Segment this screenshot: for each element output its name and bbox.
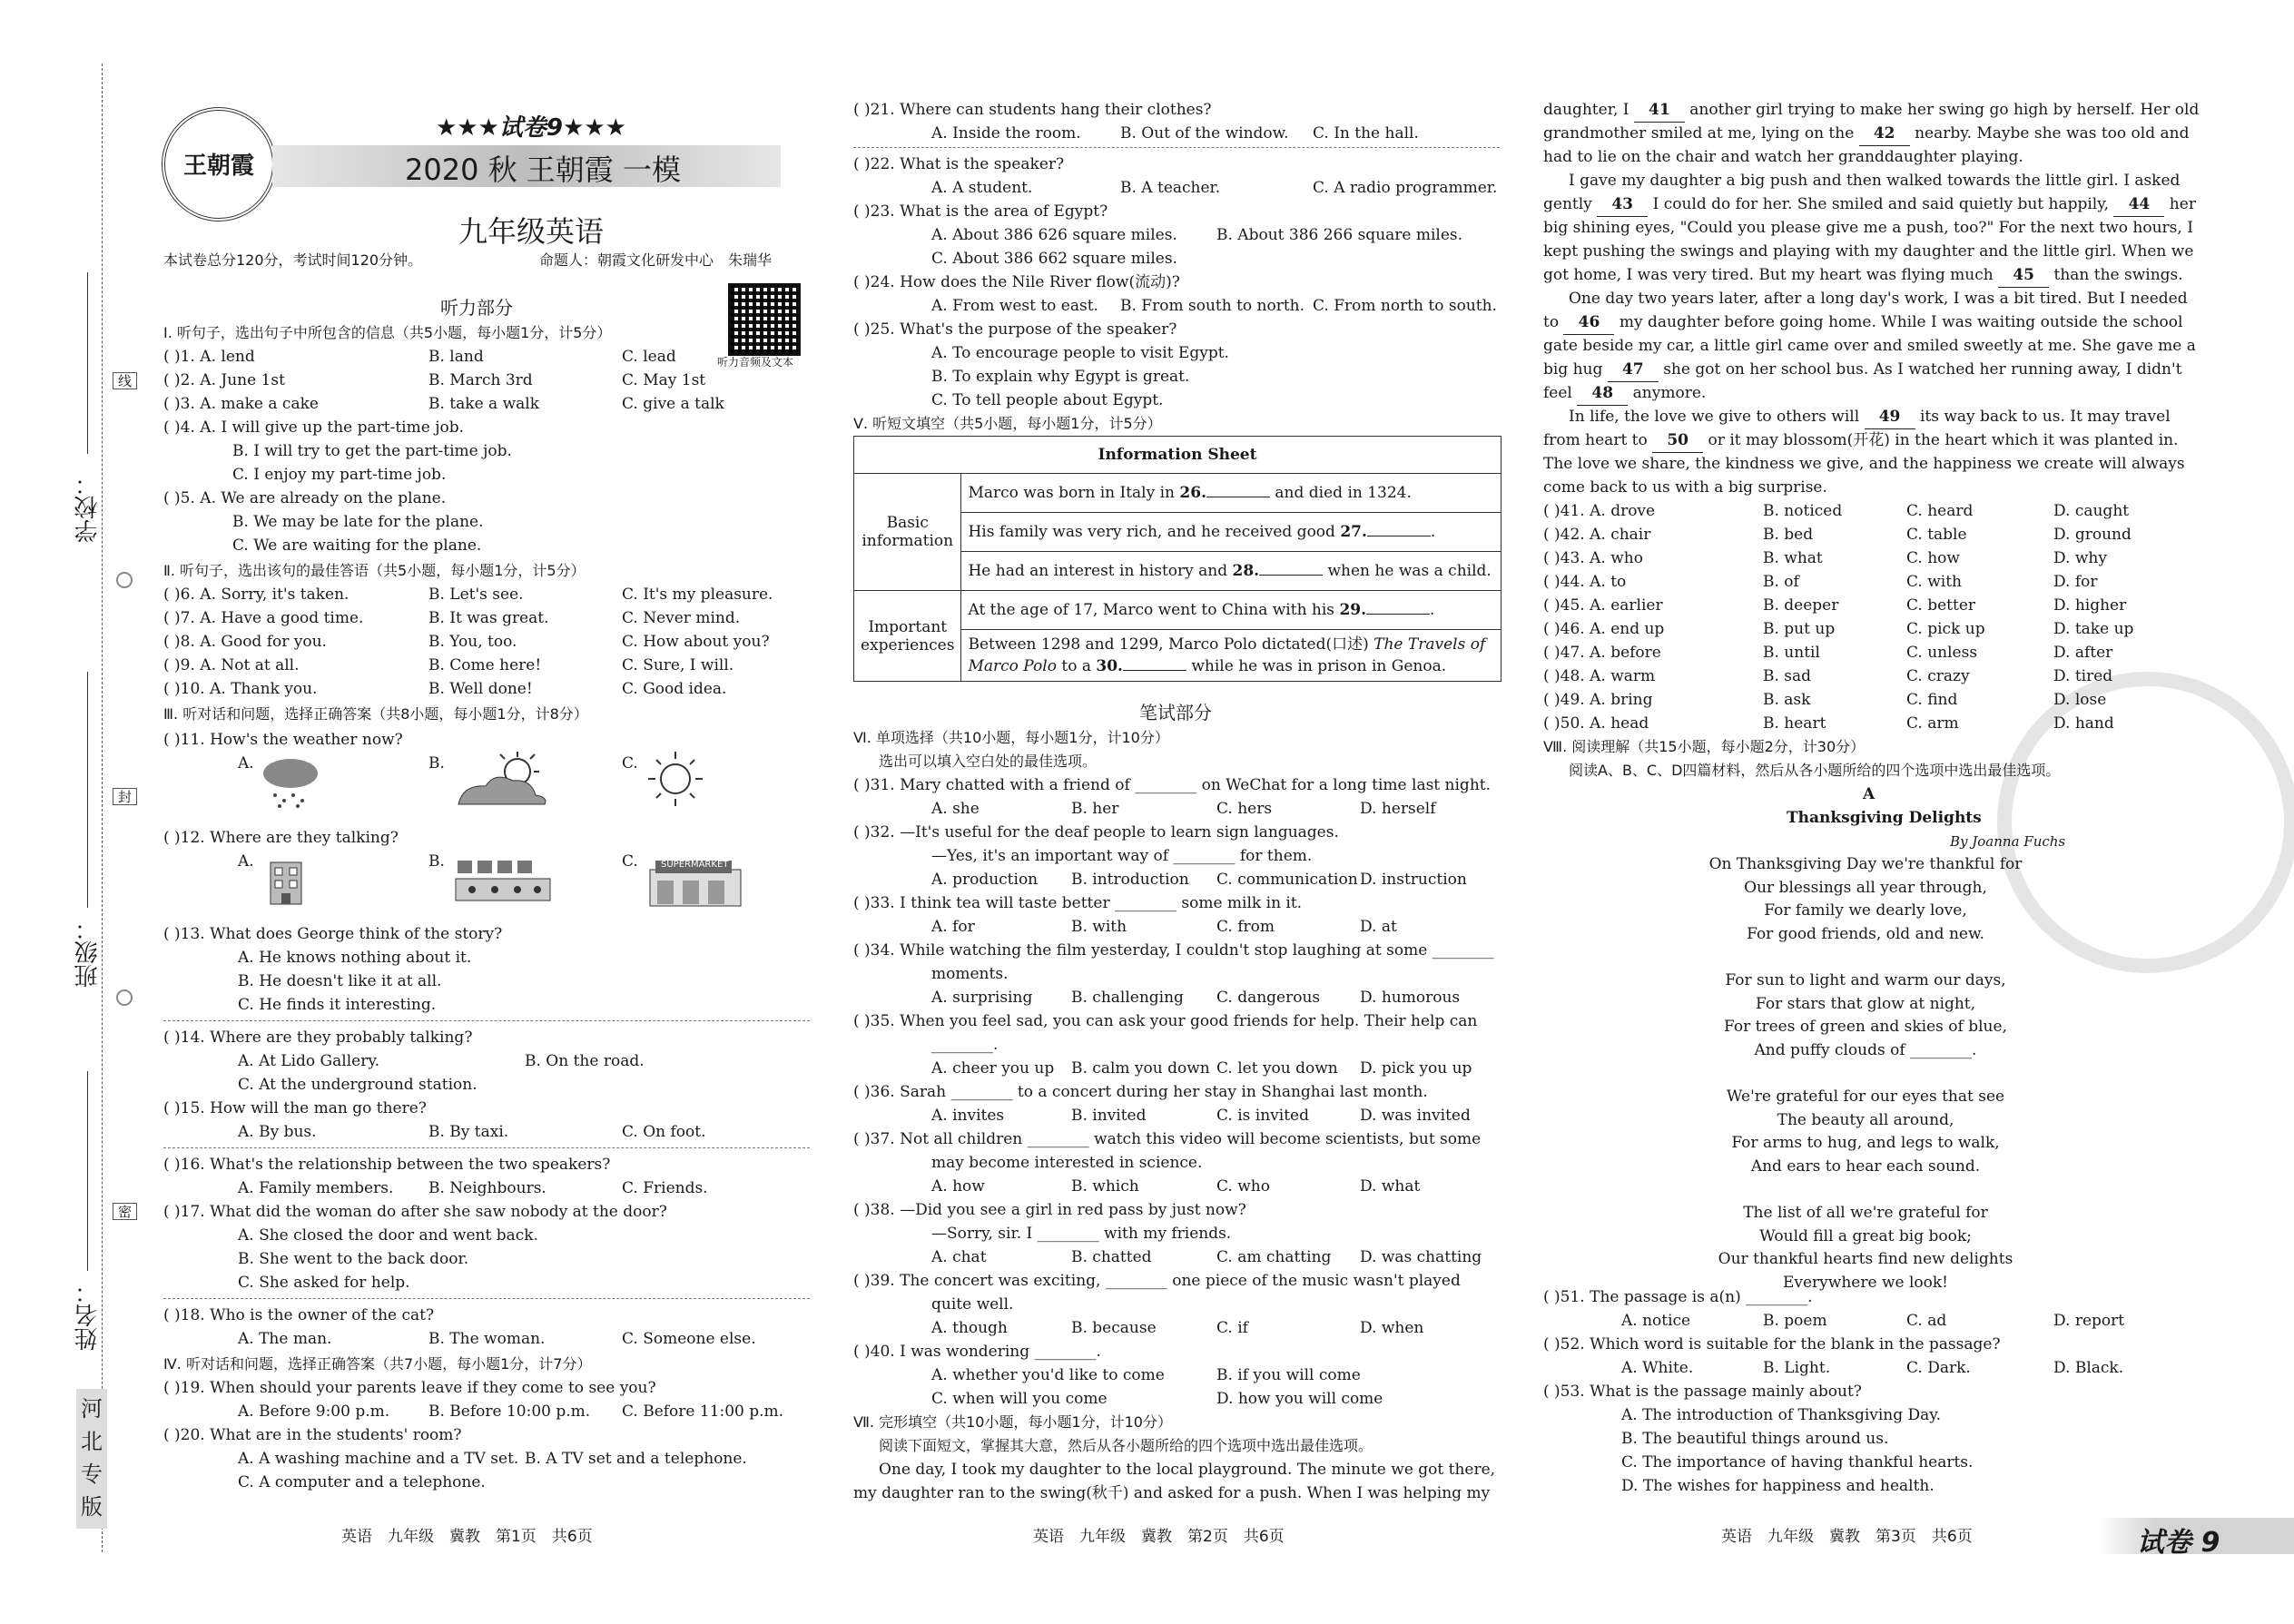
section-5-heading: Ⅴ. 听短文填空（共5小题，每小题1分，计5分） bbox=[853, 415, 1162, 432]
q33-option-b: B. with bbox=[1071, 918, 1127, 936]
q53-option-a: A. The introduction of Thanksgiving Day. bbox=[1621, 1406, 1942, 1424]
q1-option-c: C. lead bbox=[622, 348, 676, 366]
q17-option-b: B. She went to the back door. bbox=[238, 1250, 469, 1268]
q52-option-b: B. Light. bbox=[1763, 1359, 1831, 1377]
written-heading: 笔试部分 bbox=[1139, 702, 1212, 723]
blank-50[interactable]: 50 bbox=[1652, 428, 1703, 453]
q14-option-a: A. At Lido Gallery. bbox=[238, 1052, 380, 1070]
brand-logo: 王朝霞 bbox=[162, 107, 276, 221]
cloze-line-9: One day two years later, after a long day's work, I was a bit tired. But I needed bbox=[1569, 290, 2188, 308]
q10-option-c: C. Good idea. bbox=[622, 680, 727, 698]
divider bbox=[163, 1020, 810, 1021]
section-2-heading: Ⅱ. 听句子，选出该句的最佳答语（共5小题，每小题1分，计5分） bbox=[163, 562, 586, 579]
q49-option-b: B. ask bbox=[1763, 691, 1811, 709]
cloze-line-6: big shining eyes, "Could you please give me a push, too?" For the next two hours, I bbox=[1543, 219, 2193, 237]
cloze-line-12: big hug 47 she got on her school bus. As I watched her running away, I didn't bbox=[1543, 358, 2181, 382]
q32-question: ( )32. —It's useful for the deaf people to learn sign languages. bbox=[853, 823, 1339, 842]
q50-option-c: C. arm bbox=[1906, 714, 1959, 733]
q25-option-a: A. To encourage people to visit Egypt. bbox=[931, 344, 1229, 362]
q34-question-cont: moments. bbox=[931, 965, 1009, 983]
q35-option-d: D. pick you up bbox=[1360, 1059, 1472, 1078]
q23-option-b: B. About 386 266 square miles. bbox=[1216, 226, 1463, 244]
class-field[interactable] bbox=[87, 672, 88, 908]
q41-option-a: ( )41. A. drove bbox=[1543, 502, 1656, 520]
poem-author: By Joanna Fuchs bbox=[1950, 833, 2066, 850]
q6-option-a: ( )6. A. Sorry, it's taken. bbox=[163, 586, 350, 604]
edition-badge: 河 北 专 版 bbox=[76, 1389, 107, 1529]
q42-option-a: ( )42. A. chair bbox=[1543, 526, 1651, 544]
q35-option-b: B. calm you down bbox=[1071, 1059, 1210, 1078]
q15-question: ( )15. How will the man go there? bbox=[163, 1099, 427, 1117]
q9-option-b: B. Come here! bbox=[428, 656, 542, 674]
q22-question: ( )22. What is the speaker? bbox=[853, 155, 1065, 173]
q31-option-c: C. hers bbox=[1216, 800, 1273, 818]
q13-option-a: A. He knows nothing about it. bbox=[238, 949, 472, 967]
q39-option-a: A. though bbox=[931, 1319, 1008, 1337]
building-icon bbox=[263, 853, 309, 911]
q47-option-d: D. after bbox=[2053, 644, 2113, 662]
cloze-line-15: from heart to 50 or it may blossom(开花) in the heart which it was planted in. bbox=[1543, 428, 2179, 453]
q24-question: ( )24. How does the Nile River flow(流动)? bbox=[853, 273, 1180, 291]
sheet-row-27: His family was very rich, and he received good 27. . bbox=[961, 513, 1501, 552]
q52-option-a: A. White. bbox=[1621, 1359, 1694, 1377]
q8-option-c: C. How about you? bbox=[622, 633, 770, 651]
q16-option-b: B. Neighbours. bbox=[428, 1179, 546, 1197]
q45-option-a: ( )45. A. earlier bbox=[1543, 596, 1663, 615]
q37-option-a: A. how bbox=[931, 1177, 985, 1196]
class-label: 班级： bbox=[74, 917, 102, 988]
exam-info: 本试卷总分120分，考试时间120分钟。 bbox=[163, 251, 423, 269]
q38-reply: —Sorry, sir. I ________ with my friends. bbox=[931, 1225, 1232, 1243]
q12-question: ( )12. Where are they talking? bbox=[163, 829, 399, 847]
q45-option-b: B. deeper bbox=[1763, 596, 1839, 615]
q40-option-c: C. when will you come bbox=[931, 1390, 1108, 1408]
q41-option-b: B. noticed bbox=[1763, 502, 1843, 520]
q33-option-d: D. at bbox=[1360, 918, 1397, 936]
q34-option-a: A. surprising bbox=[931, 989, 1033, 1007]
q2-option-c: C. May 1st bbox=[622, 371, 706, 389]
q36-option-a: A. invites bbox=[931, 1107, 1005, 1125]
q38-question: ( )38. —Did you see a girl in red pass by just now? bbox=[853, 1201, 1246, 1219]
sun-icon bbox=[646, 750, 704, 812]
q44-option-d: D. for bbox=[2053, 573, 2098, 591]
q7-option-b: B. It was great. bbox=[428, 609, 549, 627]
q9-option-a: ( )9. A. Not at all. bbox=[163, 656, 300, 674]
q34-option-b: B. challenging bbox=[1071, 989, 1184, 1007]
q21-option-b: B. Out of the window. bbox=[1120, 124, 1289, 143]
passage-a-label: A bbox=[1863, 785, 1876, 803]
exam-page: 学校： 班级： 姓名： 线 封 密 河 北 专 版 王朝霞 ★★★试卷9★★★ 2020 秋 王朝霞 一模 九年级英语 本试卷总分120分，考试时间120分钟。 命题人：朝霞文化研发中心 朱瑞华 听力音频及文本 听力部分 Ⅰ. 听句子，选出句子中所包含的信息（共5小题，每小题1分，计5分） ( )1. A. lend B. land C. lead ( )2. A. June 1st B. March 3rd C. May 1st ( )3. A. make a cake B. take a walk C. give a talk ( )4. A. I will give up the part-time job. B. I will try to get the part-time job. C. I enjoy my part-time job. ( )5. A. We are already on the plane. B. We may be late for the plane. C. We are waiting for the plane. Ⅱ. 听句子，选出该句的最佳答语（共5小题，每小题1分，计5分） ( )6. A. Sorry, it's taken. B. Let's see. C. It's my pleasure. ( )7. A. Have a good time. B. It was great. C. Never mind. ( )8. A. Good for you. B. You, too. C. How about you? ( )9. A. Not at all. B. Come here! C. Sure, I will. ( )10. A. Thank you. B. Well done! C. Good idea. Ⅲ. 听对话和问题，选择正确答案（共8小题，每小题1分，计8分） ( )11. How's the weather now? A. B. C. ( )12. Where are they talking? A. B. C. SUPERMARKET ( )13. What does George think of the story? A. He knows nothing about it. B. He doesn't like it at all. C. He finds it interesting. ( )14. Where are they probably talking? A. At Lido Gallery. B. On the road. C. At the underground station. ( )15. How will the man go there? A. By bus. B. By taxi. C. On foot. ( )16. What's the relationship between the two speakers? A. Family members. B. Neighbours. C. Friends. ( )17. What did the woman do after she saw nobody at the door? A. She closed the door and went back. B. She went to the back door. C. She asked for help. ( )18. Who is the owner of the cat? A. The man. B. The woman. C. Someone else. Ⅳ. 听对话和问题，选择正确答案（共7小题，每小题1分，计7分） ( )19. When should your parents leave if they come to see you? A. Before 9:00 p.m. B. Before 10:00 p.m. C. Before 11:00 p.m. ( )20. What are in the students' room? A. A washing machine and a TV set. B. A TV set and a telephone. C. A computer and a telephone. 英语 九年级 冀教 第1页 共6页 ( )21. Where can students hang their clothes? A. Inside the room. B. Out of the window. C. In the hall. ( )22. What is the speaker? A. A student. B. A teacher. C. A radio programmer. ( )23. What is the area of Egypt? A. About 386 626 square miles. B. About 386 266 square miles. C. About 386 662 square miles. ( )24. How does the Nile River flow(流动)? A. From west to east. B. From south to north. C. From north to south. ( )25. What's the purpose of the speaker? A. To encourage people to visit Egypt. B. To explain why Egypt is great. C. To tell people about Egypt. Ⅴ. 听短文填空（共5小题，每小题1分，计5分） Information Sheet Basic information Marco was born in Italy in 26. and died in 1324. His family was very rich, and he received good 27. . He had an interest in history and 28. when he was a child. Important experiences At the age of 17, Marco went to China with his 29. . Between 1298 and 1299, Marco Polo dictated(口述) The Travels of Marco Polo to a 30. while he was in prison in Genoa. 笔试部分 Ⅵ. 单项选择（共10小题，每小题1分，计10分） 选出可以填入空白处的最佳选项。 ( )31. Mary chatted with a friend of ________ on WeChat for a long time last night. A. she B. her C. hers D. herself ( )32. —It's useful for the deaf people to learn sign languages. —Yes, it's an important way of ________ for them. A. production B. introduction C. communication D. instruction ( )33. I think tea will taste better ________ some milk in it. A. for B. with C. from D. at ( )34. While watching the film yesterday, I couldn't stop laughing at some ________ moments. A. surprising B. challenging C. dangerous D. humorous ( )35. When you feel sad, you can ask your good friends for help. Their help can ________. A. cheer you up B. calm you down C. let you down D. pick you up ( )36. Sarah ________ to a concert during her stay in Shanghai last month. A. invites B. invited C. is invited D. was invited ( )37. Not all children ________ watch this video will become scientists, but some may become interested in science. A. how B. which C. who D. what ( )38. —Did you see a girl in red pass by just now? —Sorry, sir. I ________ with my friends. A. chat B. chatted C. am chatting D. was chatting ( )39. The concert was exciting, ________ one piece of the music wasn't played quite well. A. though B. because C. if D. when ( )40. I was wondering ________. A. whether you'd like to come B. if you will come C. when will you come D. how you will come Ⅶ. 完形填空（共10小题，每小题1分，计10分） 阅读下面短文，掌握其大意，然后从各小题所给的四个选项中选出最佳选项。 One day, I took my daughter to the local playground. The minute we got there, my daughter ran to the swing(秋千) and asked for a push. When I was helping my 英语 九年级 冀教 第2页 共6页 daughter, I 41 another girl trying to make her swing go high by herself. Her old grandmother smiled at me, lying on the 42 nearby. Maybe she was too old and had to lie on the chair and watch her granddaughter playing. I gave my daughter a big push and then walked towards the little girl. I asked gently 43 I could do for her. She smiled and said quietly but happily, 44 her big shining eyes, "Could you please give me a push, too?" For the next two hours, I kept pushing the swings and playing with my daughter and the little girl. When we got home, I was very tired. But my heart was flying much 45 than the swings. One day two years later, after a long day's work, I was a bit tired. But I needed to 46 my daughter before going home. While I was waiting outside the school gate beside my car, a little girl came over and smiled sweetly at me. She gave me a big hug 47 she got on her school bus. As I watched her running away, I didn't feel 48 anymore. In life, the love we give to others will 49 its way back to us. It may travel from heart to 50 or it may blossom(开花) in the heart which it was planted in. The love we share, the kindness we give, and the happiness we create will always come back to us with a big surprise. ( )41. A. drove B. noticed C. heard D. caught ( )42. A. chair B. bed C. table D. ground ( )43. A. who B. what C. how D. why ( )44. A. to B. of C. with D. for ( )45. A. earlier B. deeper C. better D. higher ( )46. A. end up B. put up C. pick up D. take up ( )47. A. before B. until C. unless D. after ( )48. A. warm B. sad C. crazy D. tired ( )49. A. bring B. ask C. find D. lose ( )50. A. head B. heart C. arm D. hand Ⅷ. 阅读理解（共15小题，每小题2分，计30分） 阅读A、B、C、D四篇材料，然后从各小题所给的四个选项中选出最佳选项。 A Thanksgiving Delights By Joanna Fuchs On Thanksgiving Day we're thankful for Our blessings all year through, For family we dearly love, For good friends, old and new. For sun to light and warm our days, For stars that glow at night, For trees of green and skies of blue, And puffy clouds of ________. We're grateful for our eyes that see The beauty all around, For arms to hug, and legs to walk, And ears to hear each sound. The list of all we're grateful for Would fill a great big book; Our thankful hearts find new delights Everywhere we look! ( )51. The passage is a(n) ________. A. notice B. poem C. ad D. report ( )52. Which word is suitable for the blank in the passage? A. White. B. Light. C. Dark. D. Black. ( )53. What is the passage mainly about? A. The introduction of Thanksgiving Day. B. The beautiful things around us. C. The importance of having thankful hearts. D. The wishes for happiness and health. 英语 九年级 冀教 第3页 共6页 试卷 9 bbox=[0, 0, 2294, 1624]
blank-45[interactable]: 45 bbox=[1998, 263, 2049, 288]
q36-option-d: D. was invited bbox=[1360, 1107, 1471, 1125]
q53-option-c: C. The importance of having thankful hearts. bbox=[1621, 1453, 1974, 1471]
q18-option-a: A. The man. bbox=[238, 1330, 332, 1348]
information-sheet bbox=[853, 436, 1501, 682]
blank-44[interactable]: 44 bbox=[2113, 192, 2164, 217]
q18-question: ( )18. Who is the owner of the cat? bbox=[163, 1306, 435, 1324]
q41-option-d: D. caught bbox=[2053, 502, 2130, 520]
q9-option-c: C. Sure, I will. bbox=[622, 656, 734, 674]
q37-option-c: C. who bbox=[1216, 1177, 1270, 1196]
q51-question: ( )51. The passage is a(n) ________. bbox=[1543, 1288, 1813, 1306]
q50-option-d: D. hand bbox=[2053, 714, 2114, 733]
q14-question: ( )14. Where are they probably talking? bbox=[163, 1029, 473, 1047]
q1-option-a: ( )1. A. lend bbox=[163, 348, 255, 366]
page-footer-2: 英语 九年级 冀教 第2页 共6页 bbox=[1033, 1528, 1285, 1546]
q31-option-a: A. she bbox=[931, 800, 980, 818]
q38-option-d: D. was chatting bbox=[1360, 1248, 1482, 1266]
blank-43[interactable]: 43 bbox=[1597, 192, 1648, 217]
q43-option-c: C. how bbox=[1906, 549, 1960, 567]
q19-option-a: A. Before 9:00 p.m. bbox=[238, 1403, 390, 1421]
blank-29[interactable] bbox=[1366, 614, 1430, 615]
q10-option-a: ( )10. A. Thank you. bbox=[163, 680, 318, 698]
sheet-title: Information Sheet bbox=[854, 437, 1501, 474]
market-stall-icon bbox=[454, 853, 554, 911]
supermarket-icon bbox=[646, 853, 746, 913]
divider bbox=[853, 147, 1500, 148]
q40-option-d: D. how you will come bbox=[1216, 1390, 1383, 1408]
q33-option-c: C. from bbox=[1216, 918, 1275, 936]
q38-option-c: C. am chatting bbox=[1216, 1248, 1332, 1266]
q48-option-d: D. tired bbox=[2053, 667, 2113, 685]
q7-option-c: C. Never mind. bbox=[622, 609, 741, 627]
q49-option-c: C. find bbox=[1906, 691, 1958, 709]
q22-option-c: C. A radio programmer. bbox=[1313, 179, 1498, 197]
punch-hole-icon bbox=[116, 989, 133, 1006]
q35-option-a: A. cheer you up bbox=[931, 1059, 1055, 1078]
section-6-heading: Ⅵ. 单项选择（共10小题，每小题1分，计10分） bbox=[853, 729, 1169, 746]
cloze-line-7: kept pushing the swings and playing with my daughter and the little girl. When we bbox=[1543, 242, 2194, 261]
q19-option-b: B. Before 10:00 p.m. bbox=[428, 1403, 591, 1421]
sheet-row-28: He had an interest in history and 28. when he was a child. bbox=[961, 552, 1501, 591]
cloze-line-8: got home, I was very tired. But my heart was flying much 45 than the swings. bbox=[1543, 263, 2183, 288]
q20-question: ( )20. What are in the students' room? bbox=[163, 1426, 462, 1444]
q43-option-d: D. why bbox=[2053, 549, 2107, 567]
cloze-line-17: come back to us with a big surprise. bbox=[1543, 478, 1827, 497]
q51-option-c: C. ad bbox=[1906, 1312, 1947, 1330]
q53-option-d: D. The wishes for happiness and health. bbox=[1621, 1477, 1935, 1495]
q46-option-d: D. take up bbox=[2053, 620, 2134, 638]
q52-option-c: C. Dark. bbox=[1906, 1359, 1971, 1377]
cloze-line-2: grandmother smiled at me, lying on the 42 nearby. Maybe she was too old and bbox=[1543, 122, 2189, 146]
q24-option-b: B. From south to north. bbox=[1120, 297, 1305, 315]
q23-option-a: A. About 386 626 square miles. bbox=[931, 226, 1177, 244]
cloudy-sun-icon bbox=[454, 750, 554, 812]
page-footer-3: 英语 九年级 冀教 第3页 共6页 bbox=[1721, 1528, 1973, 1546]
q46-option-b: B. put up bbox=[1763, 620, 1836, 638]
q53-option-b: B. The beautiful things around us. bbox=[1621, 1430, 1889, 1448]
q38-option-a: A. chat bbox=[931, 1248, 987, 1266]
q8-option-b: B. You, too. bbox=[428, 633, 517, 651]
seal-mark-line: 线 bbox=[113, 372, 137, 389]
q23-question: ( )23. What is the area of Egypt? bbox=[853, 202, 1108, 221]
q3-option-a: ( )3. A. make a cake bbox=[163, 395, 319, 413]
q50-option-a: ( )50. A. head bbox=[1543, 714, 1649, 733]
q1-option-b: B. land bbox=[428, 348, 484, 366]
blank-48[interactable]: 48 bbox=[1577, 381, 1628, 406]
cloze-line-16: The love we share, the kindness we give, and the happiness we create will always bbox=[1543, 455, 2185, 473]
punch-hole-icon bbox=[116, 572, 133, 588]
blank-42[interactable]: 42 bbox=[1859, 122, 1910, 146]
q49-option-d: D. lose bbox=[2053, 691, 2107, 709]
cloze-line-5: gently 43 I could do for her. She smiled and said quietly but happily, 44 her bbox=[1543, 192, 2196, 217]
q42-option-d: D. ground bbox=[2053, 526, 2132, 544]
page-footer-1: 英语 九年级 冀教 第1页 共6页 bbox=[341, 1528, 593, 1546]
q21-option-c: C. In the hall. bbox=[1313, 124, 1419, 143]
exam-author: 命题人：朝霞文化研发中心 朱瑞华 bbox=[539, 251, 773, 269]
q22-option-b: B. A teacher. bbox=[1120, 179, 1221, 197]
blank-47[interactable]: 47 bbox=[1608, 358, 1659, 382]
section-8-heading: Ⅷ. 阅读理解（共15小题，每小题2分，计30分） bbox=[1543, 738, 1866, 755]
q44-option-c: C. with bbox=[1906, 573, 1962, 591]
q10-option-b: B. Well done! bbox=[428, 680, 533, 698]
seal-mark-seal: 封 bbox=[113, 788, 137, 805]
q11-question: ( )11. How's the weather now? bbox=[163, 731, 403, 749]
q25-option-c: C. To tell people about Egypt. bbox=[931, 391, 1164, 409]
blank-28[interactable] bbox=[1259, 575, 1323, 576]
q17-option-a: A. She closed the door and went back. bbox=[238, 1226, 538, 1245]
q40-option-a: A. whether you'd like to come bbox=[931, 1366, 1165, 1384]
q32-option-d: D. instruction bbox=[1360, 871, 1467, 889]
q32-option-a: A. production bbox=[931, 871, 1039, 889]
q36-option-c: C. is invited bbox=[1216, 1107, 1309, 1125]
q5-option-c: C. We are waiting for the plane. bbox=[232, 536, 482, 555]
q49-option-a: ( )49. A. bring bbox=[1543, 691, 1653, 709]
q37-option-d: D. what bbox=[1360, 1177, 1421, 1196]
q39-question-cont: quite well. bbox=[931, 1295, 1014, 1314]
q13-question: ( )13. What does George think of the story? bbox=[163, 925, 503, 943]
q4-option-a: ( )4. A. I will give up the part-time job. bbox=[163, 418, 464, 437]
q45-option-c: C. better bbox=[1906, 596, 1976, 615]
corner-paper-number: 试卷 9 bbox=[2137, 1527, 2220, 1559]
divider bbox=[163, 1147, 810, 1148]
seal-mark-secret: 密 bbox=[113, 1203, 137, 1220]
cloze-line-14: In life, the love we give to others will 49 its way back to us. It may travel bbox=[1569, 405, 2171, 429]
blank-49[interactable]: 49 bbox=[1865, 405, 1915, 429]
cloze-line-1: daughter, I 41 another girl trying to make her swing go high by herself. Her old bbox=[1543, 98, 2199, 123]
q31-option-b: B. her bbox=[1071, 800, 1119, 818]
q13-option-c: C. He finds it interesting. bbox=[238, 996, 437, 1014]
q46-option-c: C. pick up bbox=[1906, 620, 1985, 638]
poem-body: On Thanksgiving Day we're thankful for Our blessings all year through, For family we dearly love, For good friends, old and new. For sun to light and warm our days, For stars that glow at night, For trees of green and skies of blue, And puffy clouds of ________. We're grateful for our eyes that see The beauty all around, For arms to hug, and legs to walk, And ears to hear each sound. The list of all we're grateful for Would fill a great big book; Our thankful hearts find new delights Everywhere we look! bbox=[1708, 855, 2023, 1292]
q4-option-b: B. I will try to get the part-time job. bbox=[232, 442, 512, 460]
row-label-basic: Basic information bbox=[854, 474, 961, 591]
q40-option-b: B. if you will come bbox=[1216, 1366, 1361, 1384]
q24-option-c: C. From north to south. bbox=[1313, 297, 1497, 315]
q52-question: ( )52. Which word is suitable for the blank in the passage? bbox=[1543, 1335, 2001, 1353]
q35-option-c: C. let you down bbox=[1216, 1059, 1338, 1078]
q40-question: ( )40. I was wondering ________. bbox=[853, 1343, 1101, 1361]
q36-question: ( )36. Sarah ________ to a concert during her stay in Shanghai last month. bbox=[853, 1083, 1428, 1101]
sheet-row-29: At the age of 17, Marco went to China with his 29. . bbox=[961, 591, 1501, 630]
q6-option-c: C. It's my pleasure. bbox=[622, 586, 773, 604]
qr-code-icon[interactable] bbox=[728, 283, 801, 356]
section-8-instruction: 阅读A、B、C、D四篇材料，然后从各小题所给的四个选项中选出最佳选项。 bbox=[1569, 762, 2061, 779]
q8-option-a: ( )8. A. Good for you. bbox=[163, 633, 327, 651]
cloze-paragraph: One day, I took my daughter to the local playground. The minute we got there, bbox=[879, 1461, 1496, 1479]
q19-question: ( )19. When should your parents leave if they come to see you? bbox=[163, 1379, 656, 1397]
q18-option-b: B. The woman. bbox=[428, 1330, 546, 1348]
q20-option-a: A. A washing machine and a TV set. bbox=[238, 1450, 519, 1468]
q17-question: ( )17. What did the woman do after she saw nobody at the door? bbox=[163, 1203, 667, 1221]
q47-option-b: B. until bbox=[1763, 644, 1820, 662]
q20-option-b: B. A TV set and a telephone. bbox=[525, 1450, 747, 1468]
qr-caption: 听力音频及文本 bbox=[717, 356, 794, 369]
q16-question: ( )16. What's the relationship between the two speakers? bbox=[163, 1156, 611, 1174]
q20-option-c: C. A computer and a telephone. bbox=[238, 1473, 486, 1491]
sheet-row-26: Marco was born in Italy in 26. and died in 1324. bbox=[961, 474, 1501, 513]
blank-46[interactable]: 46 bbox=[1563, 310, 1614, 335]
q23-option-c: C. About 386 662 square miles. bbox=[931, 250, 1177, 268]
q7-option-a: ( )7. A. Have a good time. bbox=[163, 609, 364, 627]
q37-question: ( )37. Not all children ________ watch this video will become scientists, but some bbox=[853, 1130, 1482, 1148]
q48-option-c: C. crazy bbox=[1906, 667, 1970, 685]
blank-41[interactable]: 41 bbox=[1634, 98, 1685, 123]
q6-option-b: B. Let's see. bbox=[428, 586, 524, 604]
q46-option-a: ( )46. A. end up bbox=[1543, 620, 1665, 638]
q34-question: ( )34. While watching the film yesterday, I couldn't stop laughing at some ________ bbox=[853, 941, 1494, 960]
cloze-line-10: to 46 my daughter before going home. While I was waiting outside the school bbox=[1543, 310, 2182, 335]
q36-option-b: B. invited bbox=[1071, 1107, 1147, 1125]
q24-option-a: A. From west to east. bbox=[931, 297, 1098, 315]
q41-option-c: C. heard bbox=[1906, 502, 1974, 520]
q51-option-d: D. report bbox=[2053, 1312, 2125, 1330]
q21-option-a: A. Inside the room. bbox=[931, 124, 1081, 143]
section-6-instruction: 选出可以填入空白处的最佳选项。 bbox=[879, 753, 1098, 770]
q34-option-c: C. dangerous bbox=[1216, 989, 1321, 1007]
row-label-important: Important experiences bbox=[854, 591, 961, 682]
q39-option-b: B. because bbox=[1071, 1319, 1157, 1337]
divider bbox=[163, 1298, 810, 1299]
q35-question: ( )35. When you feel sad, you can ask your good friends for help. Their help can bbox=[853, 1012, 1478, 1030]
rain-cloud-icon bbox=[259, 755, 322, 813]
q48-option-b: B. sad bbox=[1763, 667, 1812, 685]
school-label: 学校： bbox=[74, 472, 102, 543]
q52-option-d: D. Black. bbox=[2053, 1359, 2124, 1377]
q34-option-d: D. humorous bbox=[1360, 989, 1461, 1007]
section-7-heading: Ⅶ. 完形填空（共10小题，每小题1分，计10分） bbox=[853, 1413, 1172, 1431]
section-1-heading: Ⅰ. 听句子，选出句子中所包含的信息（共5小题，每小题1分，计5分） bbox=[163, 324, 612, 341]
cloze-line-3: had to lie on the chair and watch her granddaughter playing. bbox=[1543, 148, 2023, 166]
q50-option-b: B. heart bbox=[1763, 714, 1826, 733]
q22-option-a: A. A student. bbox=[931, 179, 1033, 197]
q31-option-d: D. herself bbox=[1360, 800, 1436, 818]
q39-option-d: D. when bbox=[1360, 1319, 1424, 1337]
section-3-heading: Ⅲ. 听对话和问题，选择正确答案（共8小题，每小题1分，计8分） bbox=[163, 705, 588, 723]
q38-option-b: B. chatted bbox=[1071, 1248, 1152, 1266]
q32-reply: —Yes, it's an important way of ________ for them. bbox=[931, 847, 1313, 865]
q53-question: ( )53. What is the passage mainly about? bbox=[1543, 1383, 1862, 1401]
q37-question-cont: may become interested in science. bbox=[931, 1154, 1203, 1172]
q3-option-c: C. give a talk bbox=[622, 395, 724, 413]
q15-option-a: A. By bus. bbox=[238, 1123, 317, 1141]
cloze-line-13: feel 48 anymore. bbox=[1543, 381, 1706, 406]
q31-question: ( )31. Mary chatted with a friend of ________ on WeChat for a long time last night. bbox=[853, 776, 1491, 794]
supermarket-sign: SUPERMARKET bbox=[661, 860, 729, 870]
cloze-line-4: I gave my daughter a big push and then walked towards the little girl. I asked bbox=[1569, 172, 2181, 190]
q3-option-b: B. take a walk bbox=[428, 395, 539, 413]
q44-option-b: B. of bbox=[1763, 573, 1799, 591]
exam-title: 2020 秋 王朝霞 一模 bbox=[405, 153, 681, 187]
q16-option-c: C. Friends. bbox=[622, 1179, 708, 1197]
q25-option-b: B. To explain why Egypt is great. bbox=[931, 368, 1190, 386]
poem-title: Thanksgiving Delights bbox=[1787, 809, 1982, 827]
q32-option-c: C. communication bbox=[1216, 871, 1358, 889]
q35-question-cont: ________. bbox=[931, 1036, 999, 1054]
q15-option-c: C. On foot. bbox=[622, 1123, 706, 1141]
q14-option-b: B. On the road. bbox=[525, 1052, 645, 1070]
q37-option-b: B. which bbox=[1071, 1177, 1139, 1196]
q2-option-b: B. March 3rd bbox=[428, 371, 533, 389]
q2-option-a: ( )2. A. June 1st bbox=[163, 371, 285, 389]
listening-heading: 听力部分 bbox=[440, 297, 513, 319]
q39-option-c: C. if bbox=[1216, 1319, 1248, 1337]
q4-option-c: C. I enjoy my part-time job. bbox=[232, 466, 447, 484]
paper-number: ★★★试卷9★★★ bbox=[436, 114, 626, 142]
q18-option-c: C. Someone else. bbox=[622, 1330, 756, 1348]
q21-question: ( )21. Where can students hang their clothes? bbox=[853, 101, 1212, 119]
q19-option-c: C. Before 11:00 p.m. bbox=[622, 1403, 784, 1421]
sheet-row-30: Between 1298 and 1299, Marco Polo dictated(口述) The Travels of Marco Polo to a 30. while he was in prison in Genoa. bbox=[961, 630, 1501, 682]
q13-option-b: B. He doesn't like it at all. bbox=[238, 972, 442, 990]
q43-option-a: ( )43. A. who bbox=[1543, 549, 1643, 567]
section-7-instruction: 阅读下面短文，掌握其大意，然后从各小题所给的四个选项中选出最佳选项。 bbox=[879, 1437, 1373, 1454]
section-4-heading: Ⅳ. 听对话和问题，选择正确答案（共7小题，每小题1分，计7分） bbox=[163, 1355, 592, 1373]
q14-option-c: C. At the underground station. bbox=[238, 1076, 478, 1094]
q51-option-a: A. notice bbox=[1621, 1312, 1691, 1330]
school-field[interactable] bbox=[87, 272, 88, 454]
q5-option-b: B. We may be late for the plane. bbox=[232, 513, 484, 531]
q15-option-b: B. By taxi. bbox=[428, 1123, 509, 1141]
q43-option-b: B. what bbox=[1763, 549, 1823, 567]
q16-option-a: A. Family members. bbox=[238, 1179, 394, 1197]
q47-option-c: C. unless bbox=[1906, 644, 1978, 662]
q5-option-a: ( )5. A. We are already on the plane. bbox=[163, 489, 447, 507]
cloze-paragraph: my daughter ran to the swing(秋千) and asked for a push. When I was helping my bbox=[853, 1484, 1491, 1502]
q42-option-c: C. table bbox=[1906, 526, 1967, 544]
q17-option-c: C. She asked for help. bbox=[238, 1274, 410, 1292]
blank-30[interactable] bbox=[1123, 670, 1186, 671]
q48-option-a: ( )48. A. warm bbox=[1543, 667, 1656, 685]
q39-question: ( )39. The concert was exciting, ________ one piece of the music wasn't played bbox=[853, 1272, 1461, 1290]
q42-option-b: B. bed bbox=[1763, 526, 1814, 544]
q44-option-a: ( )44. A. to bbox=[1543, 573, 1627, 591]
q51-option-b: B. poem bbox=[1763, 1312, 1827, 1330]
name-field[interactable] bbox=[87, 1071, 88, 1271]
q32-option-b: B. introduction bbox=[1071, 871, 1189, 889]
q47-option-a: ( )47. A. before bbox=[1543, 644, 1661, 662]
q45-option-d: D. higher bbox=[2053, 596, 2127, 615]
name-label: 姓名： bbox=[74, 1280, 102, 1351]
subject-title: 九年级英语 bbox=[458, 214, 605, 249]
cloze-line-11: gate beside my car, a little girl came over and smiled sweetly at me. She gave me a bbox=[1543, 337, 2196, 355]
q33-question: ( )33. I think tea will taste better ________ some milk in it. bbox=[853, 894, 1303, 912]
q25-question: ( )25. What's the purpose of the speaker? bbox=[853, 320, 1177, 339]
q33-option-a: A. for bbox=[931, 918, 975, 936]
